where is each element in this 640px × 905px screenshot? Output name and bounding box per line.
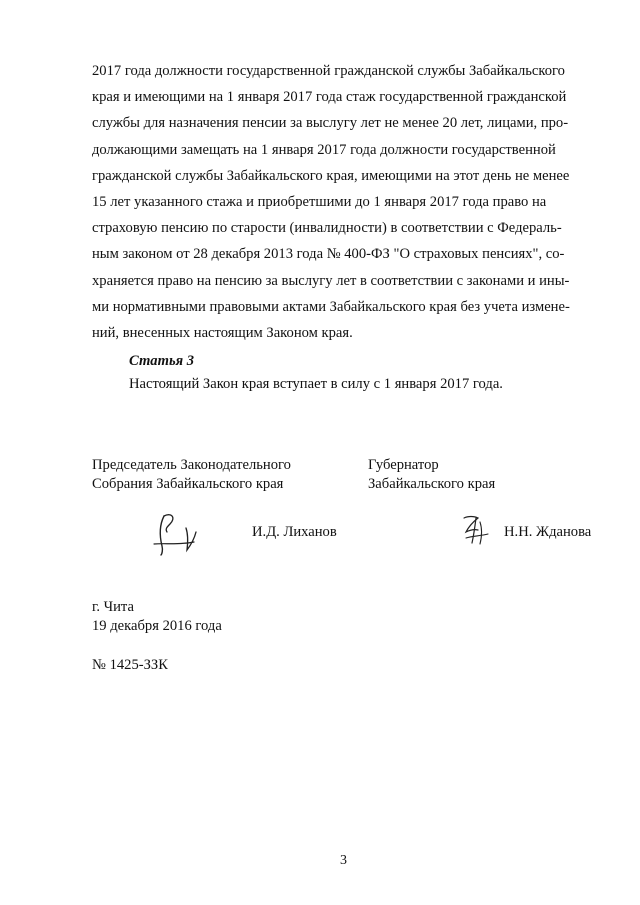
paragraph-line: гражданской службы Забайкальского края, имеющими на этот день не менее — [92, 167, 570, 184]
body-paragraph — [92, 58, 598, 346]
paragraph-line: храняется право на пенсию за выслугу лет в соответствии с законами и ины- — [92, 272, 570, 289]
chairman-title — [92, 456, 291, 494]
article-heading: Статья 3 — [129, 353, 195, 369]
paragraph-line: края и имеющими на 1 января 2017 года стаж государственной гражданской — [92, 89, 567, 106]
article-text: Настоящий Закон края вступает в силу с 1 января 2017 года. — [129, 376, 503, 392]
governor-title — [368, 456, 495, 494]
chairman-signature-icon — [150, 510, 210, 556]
chairman-title-line1: Председатель Законодательного — [92, 457, 291, 473]
chairman-title-line2: Собрания Забайкальского края — [92, 476, 284, 492]
date: 19 декабря 2016 года — [92, 618, 222, 634]
paragraph-line: должающими замещать на 1 января 2017 года должности государственной — [92, 141, 556, 158]
paragraph-line: страховую пенсию по старости (инвалидности) в соответствии с Федераль- — [92, 220, 562, 237]
paragraph-line: 15 лет указанного стажа и приобретшими до 1 января 2017 года право на — [92, 194, 547, 211]
city: г. Чита — [92, 599, 134, 615]
paragraph-line: ний, внесенных настоящим Законом края. — [92, 325, 353, 342]
paragraph-line: ным законом от 28 декабря 2013 года № 400-ФЗ "О страховых пенсиях", со- — [92, 246, 565, 263]
governor-name: Н.Н. Жданова — [504, 524, 592, 540]
paragraph-line: 2017 года должности государственной гражданской службы Забайкальского — [92, 63, 565, 79]
law-number: № 1425-ЗЗК — [92, 657, 168, 673]
governor-title-line1: Губернатор — [368, 457, 439, 473]
governor-signature-icon — [458, 512, 492, 546]
governor-title-line2: Забайкальского края — [368, 476, 496, 492]
place-and-date — [92, 598, 222, 636]
chairman-name: И.Д. Лиханов — [252, 524, 337, 540]
paragraph-line: службы для назначения пенсии за выслугу лет не менее 20 лет, лицами, про- — [92, 115, 569, 132]
page-number: 3 — [340, 853, 347, 868]
paragraph-line: ми нормативными правовыми актами Забайкальского края без учета измене- — [92, 298, 570, 315]
